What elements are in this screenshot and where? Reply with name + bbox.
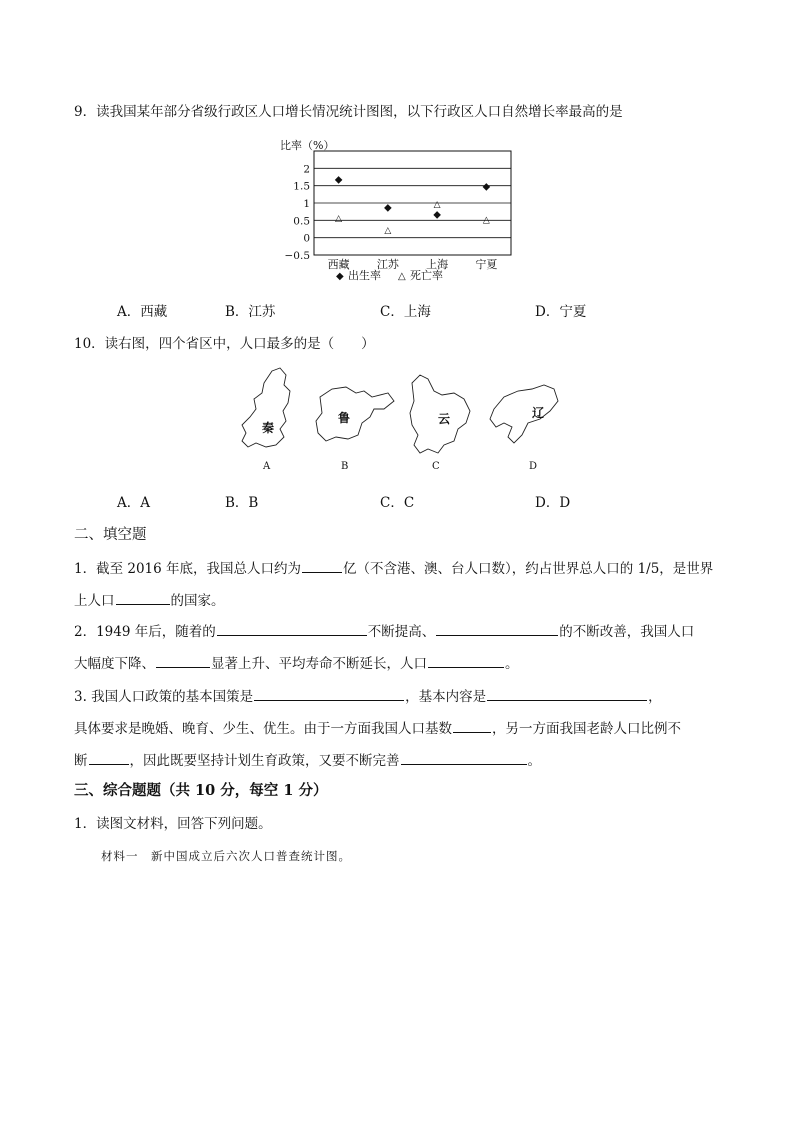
s2-q2-blank-1[interactable] — [217, 621, 367, 636]
q9-option-a[interactable]: A．西藏 — [117, 304, 168, 320]
chart-category-label: 上海 — [426, 258, 449, 271]
s2-q3-text-f: 断 — [74, 753, 88, 769]
chart-ytick-label: 2 — [303, 163, 310, 176]
chart-point-birth-rate: ◆ — [482, 181, 491, 193]
q10-option-d[interactable]: D．D — [535, 495, 571, 511]
s2-q3-line1 — [74, 686, 662, 706]
chart-grid — [314, 168, 511, 255]
s2-q3-text-b: ，基本内容是 — [405, 689, 487, 705]
chart-point-death-rate: △ — [335, 213, 343, 224]
s2-q3-blank-4[interactable] — [89, 750, 129, 765]
chart-point-death-rate: △ — [482, 215, 490, 226]
s2-q2-text-f: 。 — [505, 656, 519, 672]
chart-point-birth-rate: ◆ — [384, 202, 392, 214]
question-9-text: 9．读我国某年部分省级行政区人口增长情况统计图图，以下行政区人口自然增长率最高的是 — [74, 104, 623, 120]
chart-ytick-label: 0.5 — [293, 215, 310, 228]
section-2-title: 二、填空题 — [74, 527, 147, 543]
map-label-d: 辽 — [532, 406, 545, 420]
chart-ylabel: 比率（%） — [280, 139, 335, 152]
s2-q1-text-c: 上人口 — [74, 593, 115, 609]
s2-q2-blank-2[interactable] — [436, 621, 558, 636]
s2-q1-blank-2[interactable] — [116, 590, 170, 605]
s2-q2-text-c: 的不断改善，我国人口 — [559, 624, 695, 640]
legend-marker-birth: ◆ — [336, 271, 344, 282]
chart-point-birth-rate: ◆ — [334, 174, 343, 186]
province-maps — [228, 365, 568, 475]
s2-q1-text-a: 1．截至 2016 年底，我国总人口约为 — [74, 561, 302, 577]
q10-option-c[interactable]: C．C — [380, 495, 415, 511]
legend-marker-death: △ — [398, 271, 406, 282]
s2-q3-text-e: ，另一方面我国老龄人口比例不 — [492, 721, 681, 737]
chart-point-death-rate: △ — [433, 200, 441, 210]
question-10-text: 10．读右图，四个省区中，人口最多的是（ ） — [74, 336, 375, 352]
s2-q3-text-c: ， — [648, 689, 662, 705]
section-3-title: 三、综合题题（共 10 分，每空 1 分） — [74, 782, 328, 799]
q10-option-b[interactable]: B．B — [225, 495, 259, 511]
s2-q2-text-a: 2．1949 年后，随着的 — [74, 624, 216, 640]
s2-q1-line1 — [74, 558, 713, 578]
map-liaoning-shape — [490, 385, 558, 443]
map-label-b: 鲁 — [338, 411, 351, 425]
s3-q1-text: 1．读图文材料，回答下列问题。 — [74, 816, 272, 832]
chart-ytick-label: 1.5 — [293, 180, 310, 193]
chart-yticks — [285, 163, 311, 262]
population-chart — [272, 137, 512, 282]
s2-q2-text-d: 大幅度下降、 — [74, 656, 155, 672]
chart-marks — [335, 175, 491, 236]
chart-category-label: 江苏 — [376, 258, 399, 271]
s2-q2-blank-3[interactable] — [156, 653, 210, 668]
s2-q3-text-g: ，因此既要坚持计划生育政策，又要不断完善 — [129, 753, 400, 769]
s2-q2-line2 — [74, 653, 519, 673]
s2-q3-text-d: 具体要求是晚婚、晚育、少生、优生。由于一方面我国人口基数 — [74, 721, 452, 737]
chart-point-birth-rate: ◆ — [433, 209, 441, 221]
s2-q2-text-e: 显著上升、平均寿命不断延长，人口 — [211, 656, 427, 672]
legend-label-birth: 出生率 — [348, 269, 381, 282]
s2-q3-blank-2[interactable] — [487, 686, 647, 701]
q9-option-c[interactable]: C．上海 — [380, 304, 431, 320]
s2-q2-line1 — [74, 621, 694, 641]
s2-q3-text-a: 3. 我国人口政策的基本国策是 — [74, 689, 254, 705]
s2-q1-text-d: 的国家。 — [170, 593, 225, 609]
s2-q3-blank-1[interactable] — [254, 686, 404, 701]
map-label-c: 云 — [438, 412, 451, 426]
s2-q1-blank-1[interactable] — [302, 558, 342, 573]
s2-q3-text-h: 。 — [527, 753, 541, 769]
map-shandong-shape — [316, 387, 394, 441]
q9-option-d[interactable]: D．宁夏 — [535, 304, 587, 320]
q9-option-b[interactable]: B．江苏 — [225, 304, 276, 320]
chart-ytick-label: 1 — [303, 198, 310, 210]
map-letter-b: B — [341, 461, 349, 472]
chart-point-death-rate: △ — [384, 226, 392, 236]
s2-q2-blank-4[interactable] — [428, 653, 504, 668]
map-letter-c: C — [432, 461, 440, 472]
q10-option-a[interactable]: A．A — [117, 495, 150, 511]
s2-q3-line2 — [74, 718, 681, 738]
legend-label-death: 死亡率 — [410, 269, 443, 282]
s2-q1-text-b: 亿（不含港、澳、台人口数），约占世界总人口的 1/5，是世界 — [343, 561, 714, 577]
s2-q3-blank-3[interactable] — [453, 718, 491, 733]
map-label-a: 秦 — [262, 421, 275, 435]
chart-ytick-label: 0 — [303, 232, 310, 245]
map-shaanxi-shape — [242, 368, 290, 447]
s3-material-1: 材料一 新中国成立后六次人口普查统计图。 — [101, 849, 351, 863]
s2-q2-text-b: 不断提高、 — [367, 624, 436, 640]
chart-category-label: 宁夏 — [475, 258, 498, 271]
s2-q1-line2 — [74, 590, 225, 610]
s2-q3-line3 — [74, 750, 541, 770]
chart-category-label: 西藏 — [327, 258, 350, 271]
map-letter-d: D — [529, 461, 538, 472]
s2-q3-blank-5[interactable] — [401, 750, 527, 765]
map-letter-a: A — [263, 461, 271, 472]
chart-ytick-label: −0.5 — [284, 250, 310, 262]
